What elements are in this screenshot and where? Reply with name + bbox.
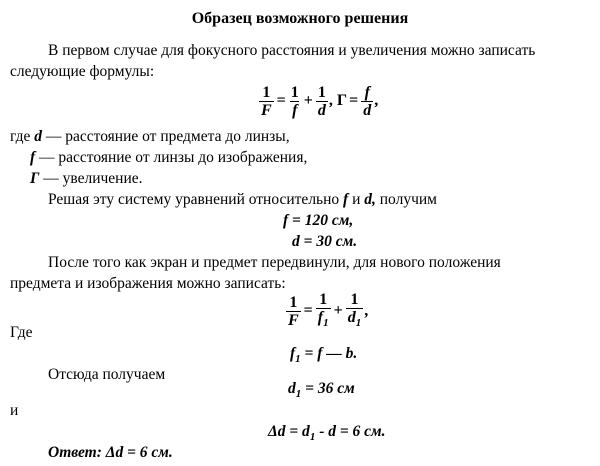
paragraph2-line1: После того как экран и предмет передвинули, для нового положения	[48, 254, 501, 271]
paragraph1-line2: следующие формулы:	[10, 63, 155, 80]
definition-d: где d — расстояние от предмета до линзы,	[10, 128, 290, 145]
definition-f: f — расстояние от линзы до изображения,	[30, 149, 308, 166]
answer: Ответ: Δd = 6 см.	[48, 444, 173, 461]
gamma-symbol: Γ	[336, 92, 348, 109]
paragraph2-line2: предмета и изображения можно записать:	[10, 275, 286, 292]
result-f: f = 120 см,	[283, 212, 354, 229]
result-d1: $d_1 = 36$ см	[288, 380, 355, 401]
definition-gamma: Г — увеличение.	[30, 170, 143, 187]
paragraph1-line1: В первом случае для фокусного расстояния и увеличения можно записать	[48, 42, 536, 59]
delta-formula: $\Delta d = d_1 - d = 6$ см.	[268, 423, 386, 444]
formula-lens: $\frac{1}{F}$ = $\frac{1}{f}$ + $\frac{1}{d}$ , Γ = $\frac{f}{d}$ ,	[261, 83, 379, 119]
fraction-1-over-d1: $\frac{1}{d_1}$	[347, 291, 362, 330]
formula-f1: $f_1 = f$ — b.	[290, 345, 358, 366]
fraction-1-over-f1: $\frac{1}{f_1}$	[317, 291, 329, 330]
page-title: Образец возможного решения	[191, 10, 409, 27]
formula-lens-new: $\frac{1}{F}$ = $\frac{1}{f_1}$ + $\frac{1}{d_1}$ ,	[288, 291, 369, 330]
fraction-1-over-f: $\frac{1}{f}$	[290, 83, 299, 119]
hence-label: Отсюда получаем	[48, 366, 166, 383]
fraction-1-over-F-2: $\frac{1}{F}$	[288, 294, 299, 330]
and-label: и	[10, 402, 19, 419]
fraction-1-over-d: $\frac{1}{d}$	[317, 83, 326, 119]
where-label: Где	[10, 324, 33, 341]
fraction-1-over-F: $\frac{1}{F}$	[261, 83, 272, 119]
solve-line: Решая эту систему уравнений относительно f и d, получим	[48, 191, 437, 208]
result-d: d = 30 см.	[292, 233, 358, 250]
fraction-f-over-d: $\frac{f}{d}$	[363, 83, 372, 119]
